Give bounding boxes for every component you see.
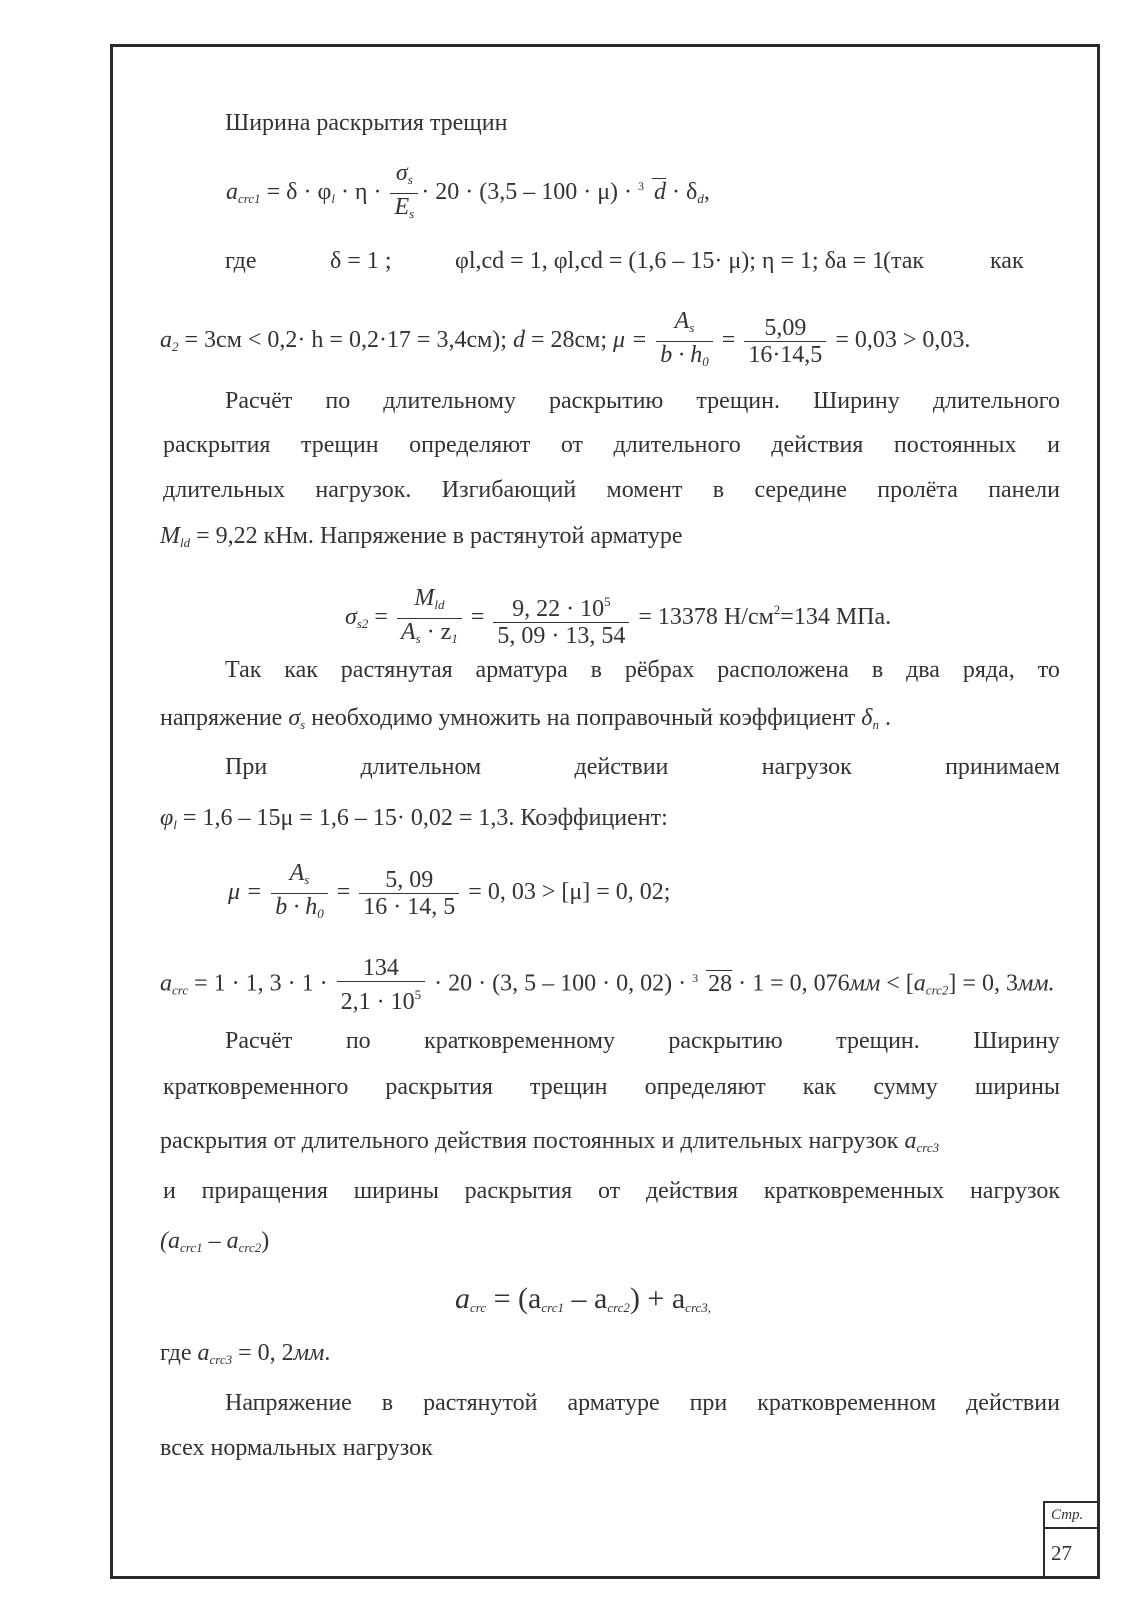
- paragraph-long-line-2: раскрытия трещин определяют от длительного действия постоянных и: [163, 432, 1060, 458]
- delta-eq: δ = 1 ;: [330, 248, 392, 274]
- paragraph-heading: Ширина раскрытия трещин: [225, 110, 508, 136]
- paragraph-stress-line-2: всех нормальных нагрузок: [160, 1435, 433, 1461]
- formula-acrc: $a_{crc} = 1 \cdot 1$, 3 · 1 · $\frac{134}{2,1 \cdot 10^5}$ · 20 · (3, 5 – 100 · 0, 02) · 3 28 · 1 = 0, $076мм < [a_{crc2}] = 0$, 3мм.: [160, 955, 1055, 1015]
- page-number: 27: [1051, 1541, 1072, 1565]
- page-label: Стр.: [1045, 1503, 1100, 1529]
- word-kak: как: [990, 248, 1024, 274]
- coefficients-line: φl,cd = 1, φl,cd = (1,6 – 15· μ); η = 1; δa = 1: [455, 248, 885, 274]
- word-tak: (так: [883, 248, 925, 274]
- formula-sigma-s2: $\sigma_{s2}$ = $\frac{M_{ld}}{A_s \cdot z_1}$ = $\frac{9, 22 \cdot 10^5}{5, 09 \cdot 13, 54}$ = 13378 $Н/см^2=134$ МПа.: [345, 585, 892, 649]
- formula-phi-l: $\varphi_l = 1,6 - 15\mu = 1,6 - 15\cdot 0,02 = 1,3$. Коэффициент:: [160, 805, 668, 832]
- paragraph-short-line-3: раскрытия от длительного действия постоянных и длительных нагрузок $a_{crc3}$: [160, 1128, 940, 1155]
- where-word: где: [225, 248, 257, 274]
- paragraph-stress-line-1: Напряжение в растянутой арматуре при кратковременном действии: [225, 1390, 1060, 1416]
- formula-a2-mu: $a_2 = 3см < 0,2\cdot h = 0,2\cdot 17 = 3,4см$); d = 28см; μ = $\frac{A_s}{b \cdot h_0}$ = $\frac{5,09}{16\cdot 14,5}$ = 0,03 > 0,03.: [160, 308, 971, 369]
- paragraph-rows-line-2: напряжение $\sigma_s$ необходимо умножить на поправочный коэффициент $\delta_n$ .: [160, 705, 891, 732]
- page-number-stamp: [1043, 1501, 1100, 1579]
- paragraph-long-action: При длительном действии нагрузок принимаем: [225, 754, 1060, 780]
- formula-acrc1: $a_{crc1} = \delta \cdot \varphi_l \cdot \eta$ · $\frac{\sigma_s}{E_s}$ · 20 · (3,5 – 100 · μ) · 3 $d \cdot \delta_d$,: [226, 160, 710, 221]
- paragraph-short-line-5: $(a_{crc1} - a_{crc2})$: [160, 1228, 270, 1255]
- paragraph-rows-line-1: Так как растянутая арматура в рёбрах расположена в два ряда, то: [225, 657, 1060, 683]
- paragraph-long-line-3: длительных нагрузок. Изгибающий момент в середине пролёта панели: [163, 477, 1060, 503]
- paragraph-short-line-2: кратковременного раскрытия трещин определяют как сумму ширины: [163, 1074, 1060, 1100]
- paragraph-long-line-4: $M_{ld} = 9,22$ кНм. Напряжение в растянутой арматуре: [160, 523, 683, 550]
- paragraph-short-line-1: Расчёт по кратковременному раскрытию трещин. Ширину: [225, 1028, 1060, 1054]
- formula-mu: μ = $\frac{A_s}{b \cdot h_0}$ = $\frac{5, 09}{16 \cdot 14, 5}$ = 0, 03 > [μ] = 0, 02;: [228, 860, 671, 921]
- line-where-acrc3: где $a_{crc3} = 0$, 2мм.: [160, 1340, 331, 1367]
- formula-sum: $a_{crc} = (a_{crc1} - a_{crc2}) + a_{crc3,}$: [455, 1282, 712, 1315]
- paragraph-long-line-1: Расчёт по длительному раскрытию трещин. Ширину длительного: [225, 388, 1060, 414]
- paragraph-short-line-4: и приращения ширины раскрытия от действия кратковременных нагрузок: [163, 1178, 1060, 1204]
